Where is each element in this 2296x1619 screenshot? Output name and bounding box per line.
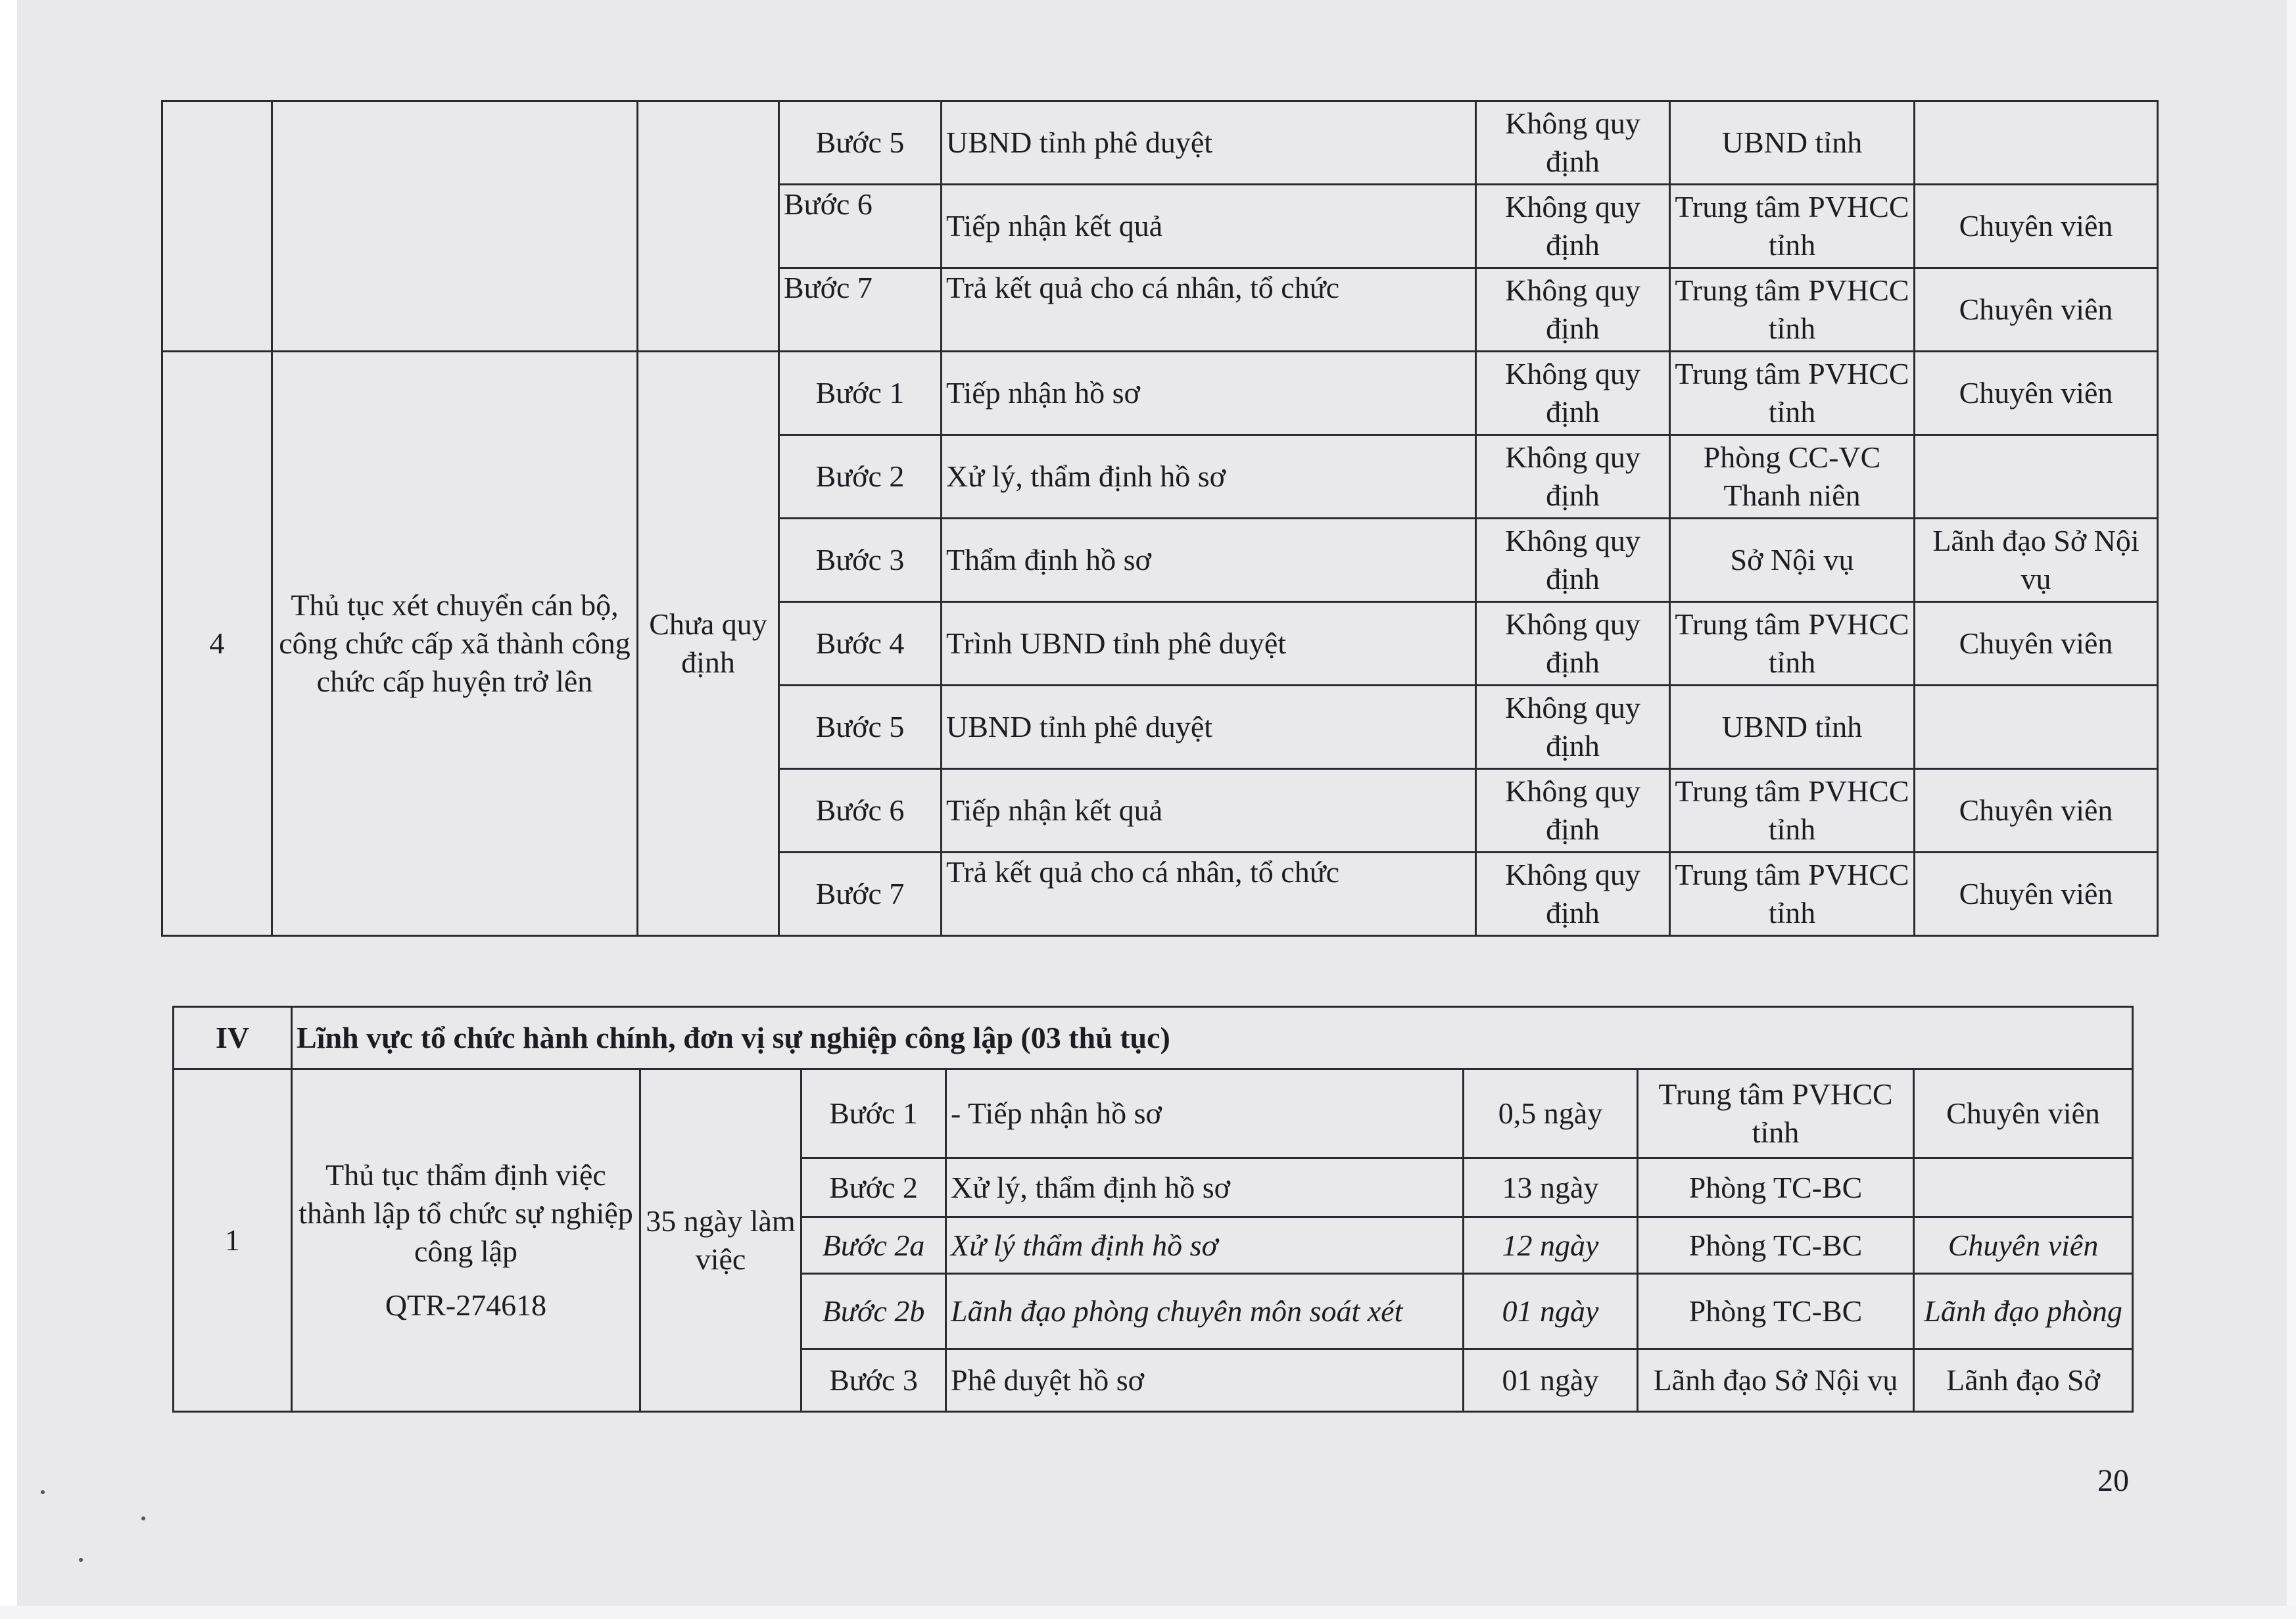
step-cell: Bước 5 [779,686,942,769]
step-content-cell: - Tiếp nhận hồ sơ [946,1069,1464,1158]
person-cell: Lãnh đạo Sở Nội vụ [1915,519,2158,602]
unit-cell: UBND tỉnh [1670,686,1915,769]
step-cell: Bước 2 [779,435,942,519]
step-cell: Bước 7 [779,268,942,352]
time-cell: Không quy định [1476,435,1670,519]
person-cell [1915,686,2158,769]
duration-cell-empty [638,101,779,352]
step-cell: Bước 2b [801,1274,946,1349]
person-cell: Chuyên viên [1915,602,2158,686]
table-row [162,101,2158,185]
time-cell: Không quy định [1476,101,1670,185]
procedure-duration-cell: Chưa quy định [638,352,779,936]
step-cell: Bước 1 [801,1069,946,1158]
time-cell: Không quy định [1476,185,1670,268]
step-content-cell: Lãnh đạo phòng chuyên môn soát xét [946,1274,1464,1349]
step-content-cell: Trả kết quả cho cá nhân, tổ chức [942,853,1476,936]
page-number: 20 [2097,1463,2129,1498]
section-header-row [174,1007,2133,1069]
procedure-name-cell [292,1069,640,1412]
step-content-cell: Trình UBND tỉnh phê duyệt [942,602,1476,686]
step-cell: Bước 6 [779,769,942,853]
procedure-name-cell: Thủ tục xét chuyển cán bộ, công chức cấp xã thành công chức cấp huyện trở lên [272,352,638,936]
step-content-cell: Phê duyệt hồ sơ [946,1349,1464,1412]
step-content-cell: Xử lý, thẩm định hồ sơ [946,1158,1464,1217]
person-cell: Chuyên viên [1914,1069,2133,1158]
step-content-cell: Xử lý, thẩm định hồ sơ [942,435,1476,519]
person-cell: Lãnh đạo Sở [1914,1349,2133,1412]
step-cell: Bước 2a [801,1217,946,1274]
unit-cell: Trung tâm PVHCC tỉnh [1638,1069,1914,1158]
section-title-cell: Lĩnh vực tổ chức hành chính, đơn vị sự nghiệp công lập (03 thủ tục) [292,1007,2133,1069]
scan-speck [79,1558,83,1562]
step-content-cell: Xử lý thẩm định hồ sơ [946,1217,1464,1274]
procedure-table-continued [161,100,2159,937]
step-cell: Bước 5 [779,101,942,185]
admin-organization-table [172,1006,2134,1413]
time-cell: Không quy định [1476,853,1670,936]
scan-edge [0,0,17,1619]
time-cell: Không quy định [1476,352,1670,435]
no-cell-empty [162,101,272,352]
person-cell: Lãnh đạo phòng [1914,1274,2133,1349]
step-content-cell: UBND tỉnh phê duyệt [942,101,1476,185]
time-cell: Không quy định [1476,602,1670,686]
person-cell: Chuyên viên [1915,268,2158,352]
time-cell: Không quy định [1476,769,1670,853]
unit-cell: Trung tâm PVHCC tỉnh [1670,769,1915,853]
person-cell: Chuyên viên [1915,352,2158,435]
step-cell: Bước 4 [779,602,942,686]
unit-cell: Sở Nội vụ [1670,519,1915,602]
unit-cell: Phòng TC-BC [1638,1158,1914,1217]
table-row [162,352,2158,435]
time-cell: 12 ngày [1464,1217,1638,1274]
procedure-name-cell-empty [272,101,638,352]
person-cell: Chuyên viên [1915,853,2158,936]
unit-cell: Phòng CC-VC Thanh niên [1670,435,1915,519]
procedure-number-cell: 1 [174,1069,292,1412]
person-cell: Chuyên viên [1914,1217,2133,1274]
time-cell: Không quy định [1476,519,1670,602]
step-cell: Bước 3 [779,519,942,602]
scan-edge [0,1606,2296,1619]
time-cell: 01 ngày [1464,1349,1638,1412]
unit-cell: Trung tâm PVHCC tỉnh [1670,268,1915,352]
procedure-code: QTR-274618 [385,1288,547,1322]
unit-cell: Trung tâm PVHCC tỉnh [1670,185,1915,268]
time-cell: 01 ngày [1464,1274,1638,1349]
step-content-cell: Trả kết quả cho cá nhân, tổ chức [942,268,1476,352]
person-cell [1915,435,2158,519]
unit-cell: Phòng TC-BC [1638,1274,1914,1349]
time-cell: 0,5 ngày [1464,1069,1638,1158]
step-cell: Bước 6 [779,185,942,268]
step-cell: Bước 3 [801,1349,946,1412]
person-cell: Chuyên viên [1915,769,2158,853]
unit-cell: Trung tâm PVHCC tỉnh [1670,853,1915,936]
table-row [174,1069,2133,1158]
section-number-cell: IV [174,1007,292,1069]
unit-cell: Trung tâm PVHCC tỉnh [1670,602,1915,686]
unit-cell: Phòng TC-BC [1638,1217,1914,1274]
step-content-cell: Tiếp nhận kết quả [942,185,1476,268]
scan-speck [41,1490,45,1494]
step-content-cell: Thẩm định hồ sơ [942,519,1476,602]
unit-cell: Trung tâm PVHCC tỉnh [1670,352,1915,435]
person-cell: Chuyên viên [1915,185,2158,268]
person-cell [1914,1158,2133,1217]
procedure-number-cell: 4 [162,352,272,936]
step-cell: Bước 2 [801,1158,946,1217]
procedure-name-text: Thủ tục thẩm định việc thành lập tổ chức sự nghiệp công lập [299,1158,633,1268]
step-content-cell: Tiếp nhận hồ sơ [942,352,1476,435]
person-cell [1915,101,2158,185]
step-cell: Bước 7 [779,853,942,936]
step-cell: Bước 1 [779,352,942,435]
time-cell: Không quy định [1476,686,1670,769]
scan-speck [141,1516,145,1520]
time-cell: 13 ngày [1464,1158,1638,1217]
time-cell: Không quy định [1476,268,1670,352]
unit-cell: Lãnh đạo Sở Nội vụ [1638,1349,1914,1412]
step-content-cell: UBND tỉnh phê duyệt [942,686,1476,769]
procedure-duration-cell: 35 ngày làm việc [640,1069,801,1412]
unit-cell: UBND tỉnh [1670,101,1915,185]
scan-edge [2287,0,2296,1619]
step-content-cell: Tiếp nhận kết quả [942,769,1476,853]
